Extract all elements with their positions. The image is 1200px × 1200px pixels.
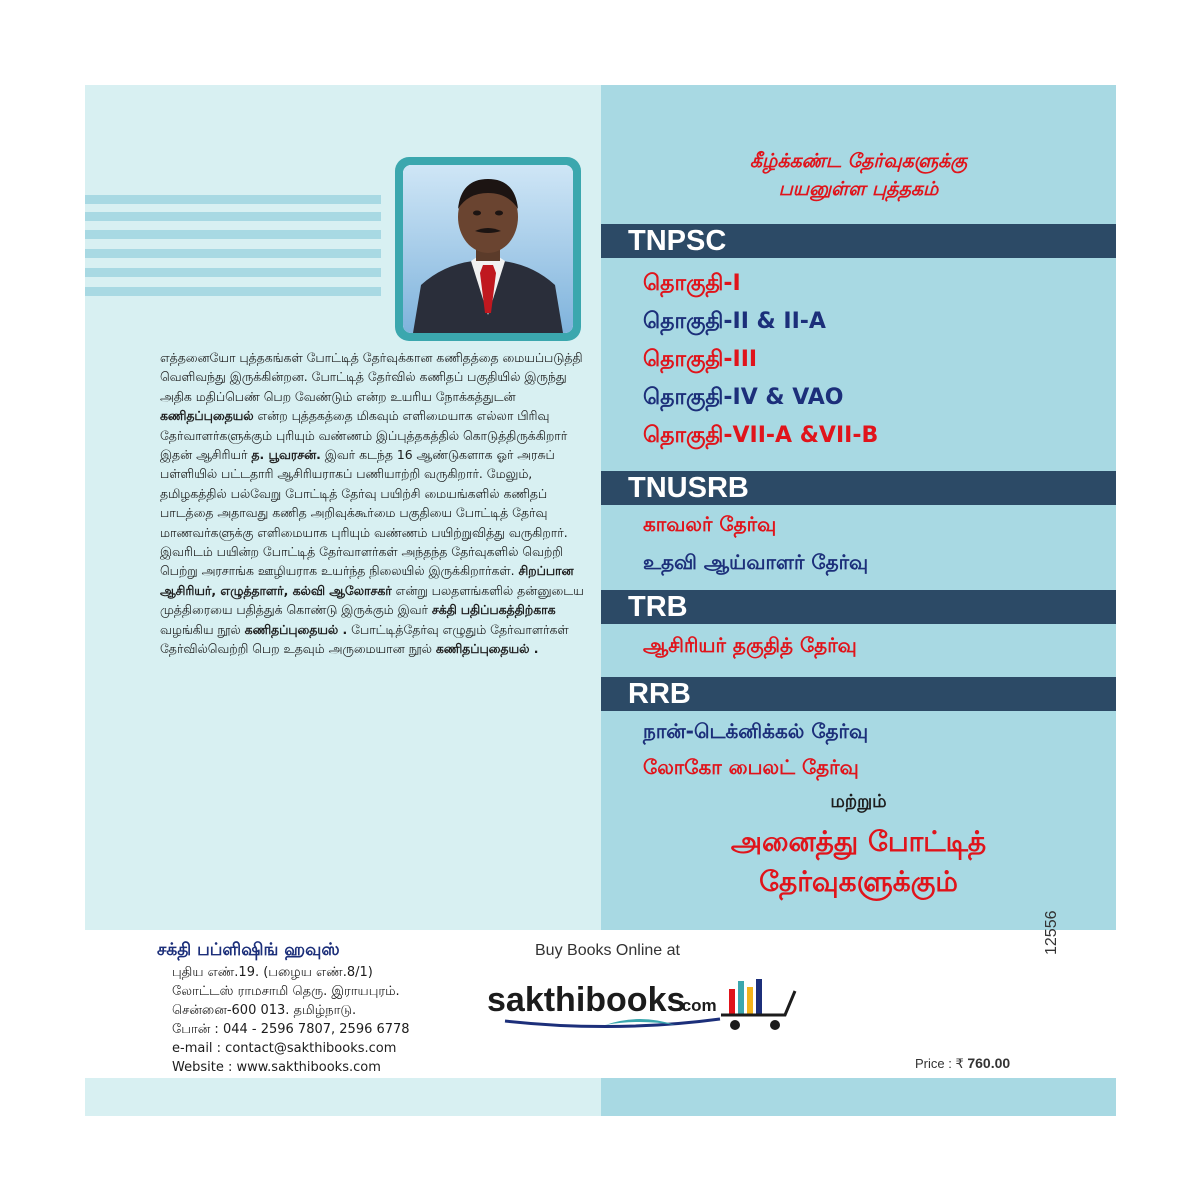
footer-band-right [601, 1078, 1116, 1116]
logo-text: sakthibooks [487, 981, 686, 1019]
intro-text: இவர் கடந்த 16 ஆண்டுகளாக ஓர் அரசுப் பள்ளியில் பட்டதாரி ஆசிரியராகப் பணியாற்றி வருகிறார். மேலும், தமிழகத்தில் பல்வேறு போட்டித் தேர்வு பயிற்சி மையங்களில் கணிதப் பாடத்தை அதாவது கணித அறிவுக்கூர்மை பகுதியை போட்டித் தேர்வு மாணவர்களுக்கு எளிமையாக புரியும் வண்ணம் பயிற்றுவித்து வருகிறார். இவரிடம் பயின்ற போட்டித் தேர்வாளர்கள் அந்தந்த தேர்வுகளில் வெற்றி பெற்று அரசாங்க ஊழியராக உயர்ந்த நிலையில் இருக்கிறார்கள். [160, 447, 568, 579]
isbn-code: 12556 [1043, 910, 1060, 955]
stripe [85, 195, 381, 204]
section-header-rrb: RRB [601, 677, 1116, 711]
publisher-phone: போன் : 044 - 2596 7807, 2596 6778 [172, 1022, 410, 1037]
stripe [85, 212, 381, 221]
closing-line: அனைத்து போட்டித் [730, 825, 987, 858]
publisher-address: லோட்டஸ் ராமசாமி தெரு. இராயபுரம். [172, 984, 400, 999]
intro-text: போட்டித்தேர்வு எழுதும் தேர்வாளர்கள் தேர்வில்வெற்றி பெற உதவும் அருமையான நூல் [160, 621, 569, 657]
price-value: 760.00 [967, 1055, 1011, 1071]
stripe [85, 230, 381, 239]
exam-item: காவலர் தேர்வு [643, 512, 777, 536]
publisher-address: புதிய எண்.19. (பழைய எண்.8/1) [172, 965, 373, 980]
section-header-tnpsc: TNPSC [601, 224, 1116, 258]
intro-bold: சக்தி [431, 602, 457, 618]
exam-item: தொகுதி-III [643, 347, 758, 372]
publisher-email[interactable]: e-mail : contact@sakthibooks.com [172, 1041, 397, 1056]
tagline [601, 147, 1116, 203]
intro-bold: கணிதப்புதையல் [160, 408, 254, 424]
author-name: த. பூவரசன். [251, 447, 321, 463]
stripe [85, 268, 381, 277]
and-text: மற்றும் [830, 791, 887, 812]
intro-bold: கணிதப்புதையல் . [435, 641, 539, 657]
author-intro-text [160, 348, 590, 659]
publisher-name: சக்தி பப்ளிஷிங் ஹவுஸ் [157, 940, 340, 960]
author-portrait-icon [403, 165, 573, 333]
intro-bold: பதிப்பகத்திற்காக [460, 602, 556, 618]
sakthibooks-logo[interactable] [485, 971, 810, 1041]
intro-text: என்ற புத்தகத்தை மிகவும் எளிமையாக எல்லா பிரிவு தேர்வாளர்களுக்கும் புரியும் வண்ணம் இப்புத்தகத்தில் கொடுத்திருக்கிறார் இதன் ஆசிரியர் [160, 408, 568, 463]
publisher-website[interactable]: Website : www.sakthibooks.com [172, 1060, 381, 1075]
logo-suffix: .com [677, 996, 717, 1015]
intro-bold: சிறப்பான ஆசிரியர், எழுத்தாளர், கல்வி ஆலோசகர் [160, 563, 574, 598]
exam-item: ஆசிரியர் தகுதித் தேர்வு [643, 633, 857, 657]
exam-item: நான்-டெக்னிக்கல் தேர்வு [643, 719, 869, 743]
exam-item: தொகுதி-VII-A &VII-B [643, 423, 879, 448]
price [915, 1055, 1010, 1072]
author-photo [403, 165, 573, 333]
intro-bold: கணிதப்புதையல் . [244, 621, 348, 637]
exam-item: தொகுதி-IV & VAO [643, 385, 844, 410]
tagline-line: பயனுள்ள புத்தகம் [778, 178, 939, 200]
exam-item: உதவி ஆய்வாளர் தேர்வு [643, 550, 869, 574]
stripe [85, 287, 381, 296]
publisher-address: சென்னை-600 013. தமிழ்நாடு. [172, 1003, 357, 1018]
exam-item: தொகுதி-II & II-A [643, 309, 826, 334]
intro-text: வழங்கிய நூல் [160, 621, 245, 637]
section-header-tnusrb: TNUSRB [601, 471, 1116, 505]
intro-text: என்று பலதளங்களில் தன்னுடைய முத்திரையை பதித்துக் கொண்டு இருக்கும் இவர் [160, 582, 584, 618]
section-header-trb: TRB [601, 590, 1116, 624]
intro-text: எத்தனையோ புத்தகங்கள் போட்டித் தேர்வுக்கான கணிதத்தை மையப்படுத்தி வெளிவந்து இருக்கின்றன. போட்டித் தேர்வில் கணிதப் பகுதியில் இருந்து அதிக மதிப்பெண் பெற வேண்டும் என்ற உயரிய நோக்கத்துடன் [160, 350, 583, 404]
tagline-line: கீழ்க்கண்ட தேர்வுகளுக்கு [749, 150, 968, 172]
exam-item: தொகுதி-I [643, 271, 741, 296]
book-back-cover [85, 85, 1116, 1116]
sakthibooks-logo-icon [485, 971, 810, 1041]
stripe [85, 249, 381, 258]
price-label: Price : ₹ [915, 1056, 968, 1071]
author-photo-frame [395, 157, 581, 341]
buy-online-label: Buy Books Online at [535, 942, 680, 959]
closing-line: தேர்வுகளுக்கும் [759, 865, 958, 898]
exam-item: லோகோ பைலட் தேர்வு [643, 755, 859, 779]
